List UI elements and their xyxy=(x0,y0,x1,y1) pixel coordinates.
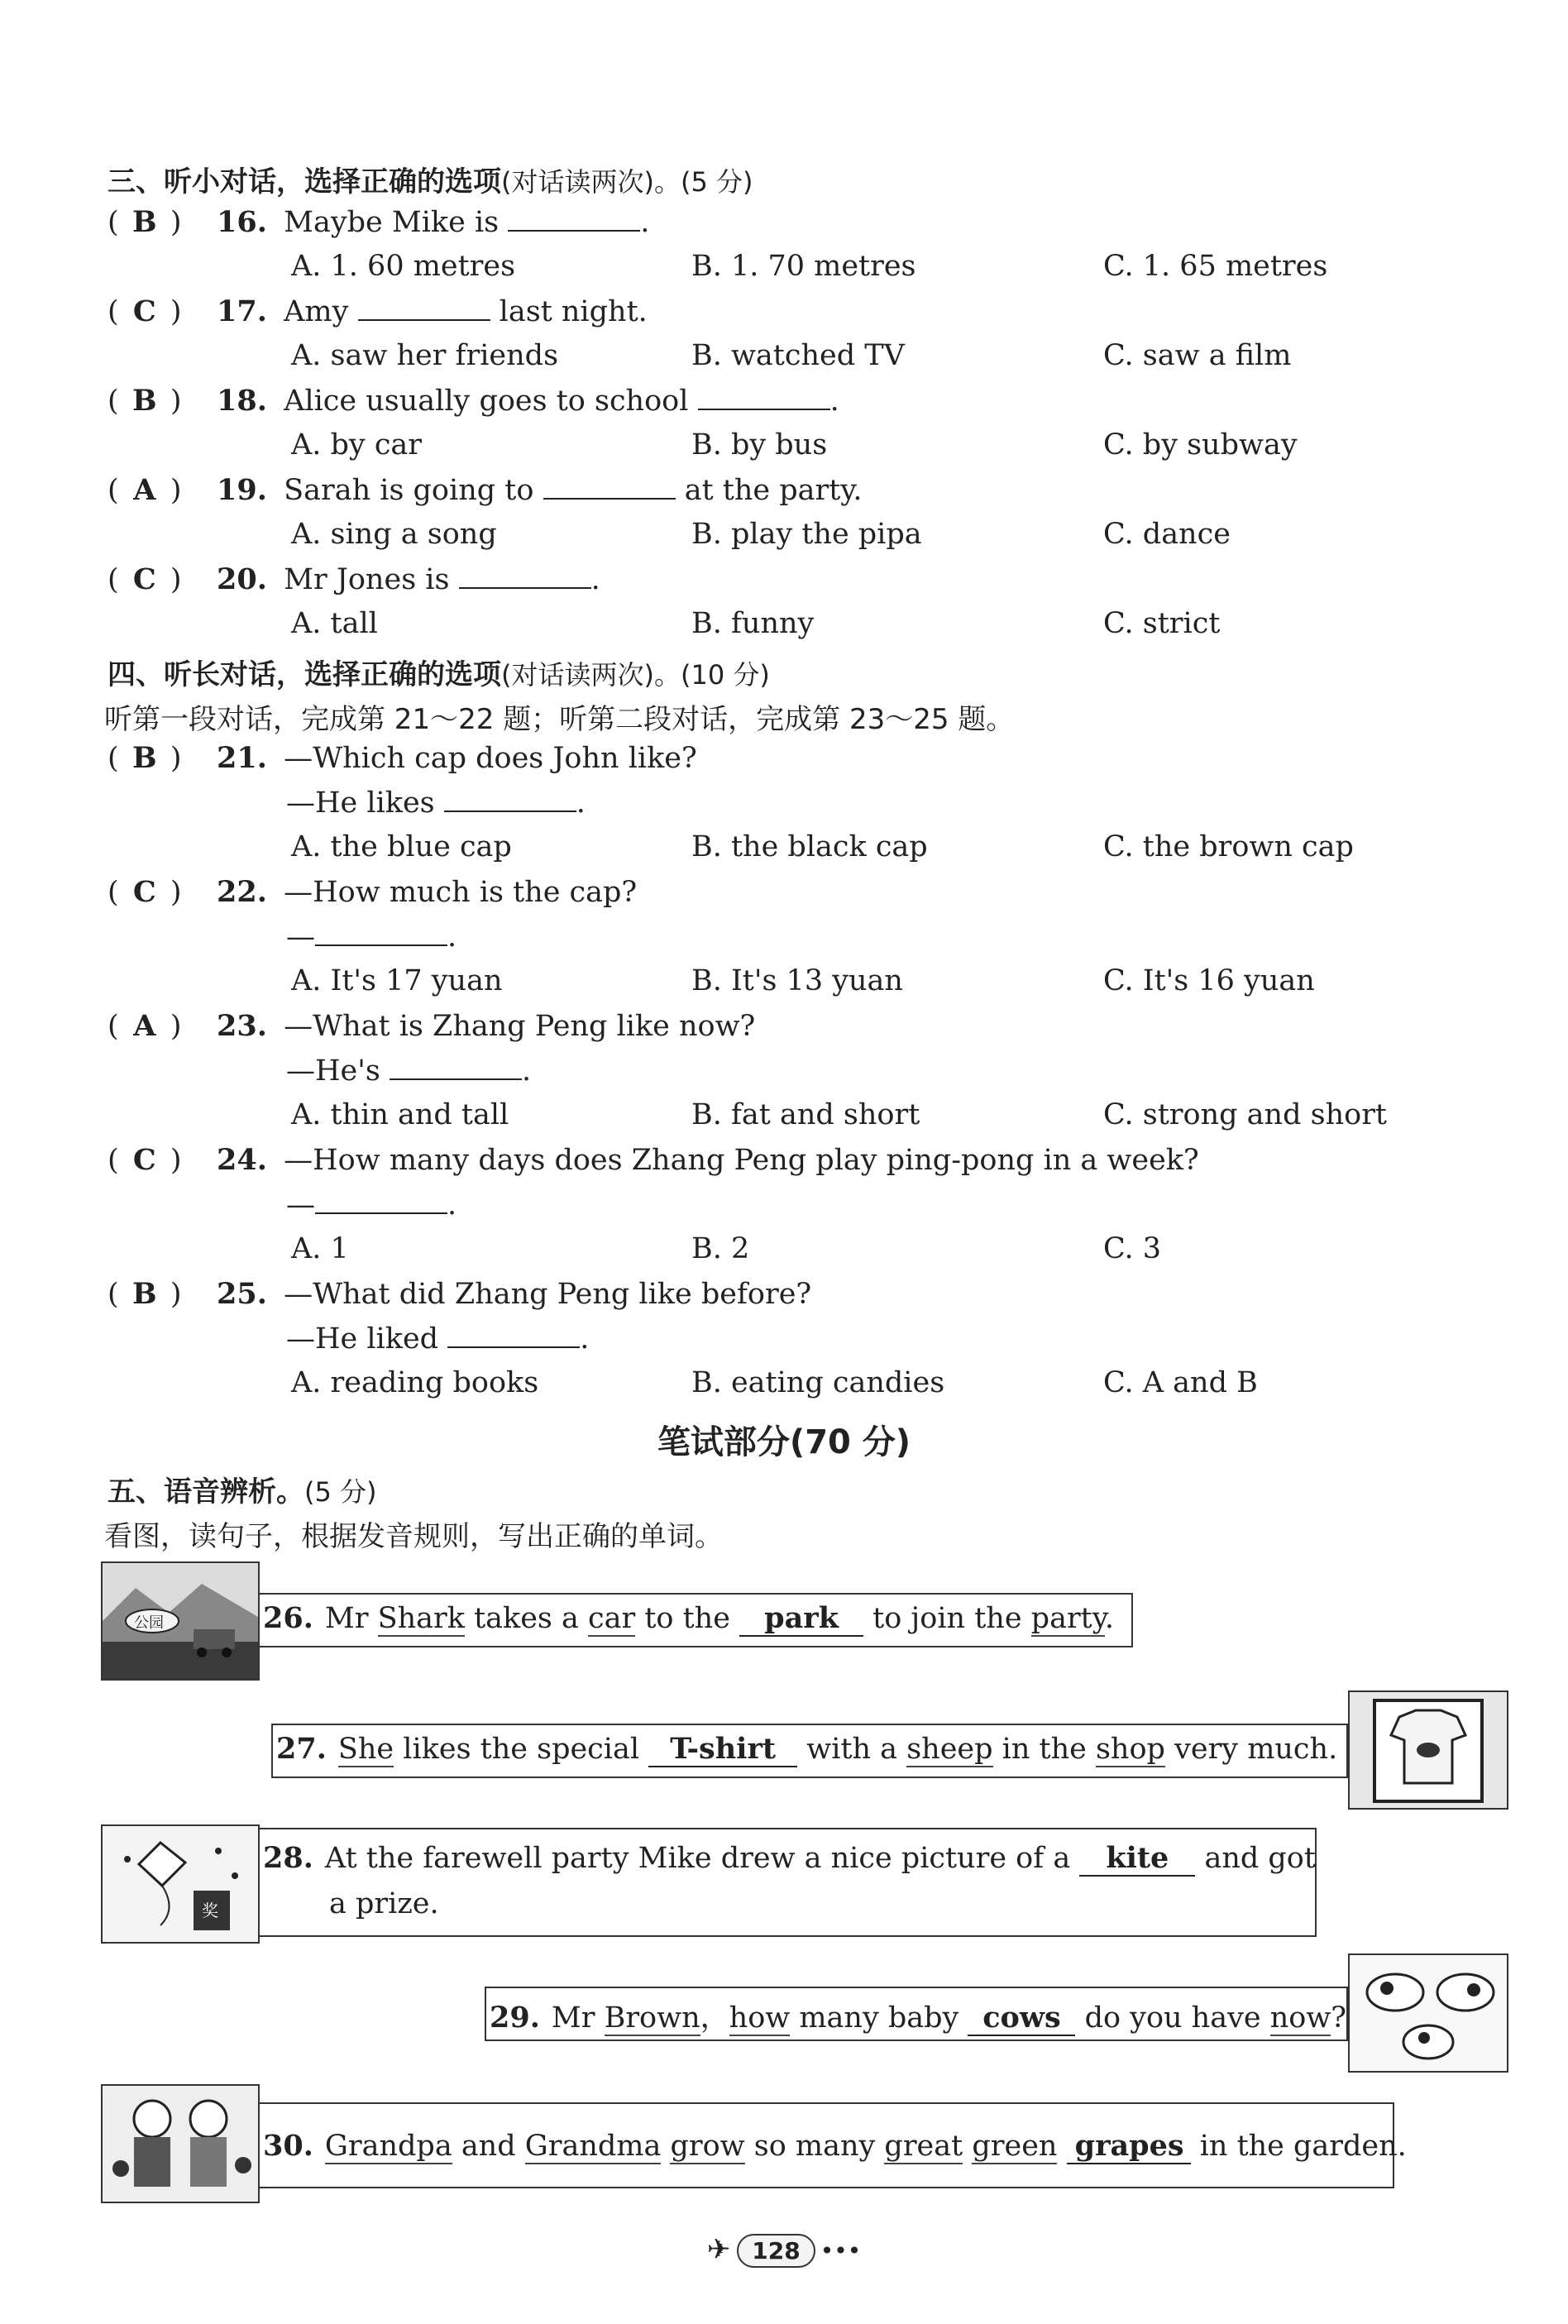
dialogue-text: — xyxy=(286,921,315,954)
option-b: B. 2 xyxy=(691,1232,750,1265)
answer: B xyxy=(131,205,157,239)
dialogue-text: —He likes xyxy=(286,787,435,820)
answer-blank[interactable] xyxy=(543,473,676,500)
question-number: 23. xyxy=(217,1009,267,1043)
section-4-heading xyxy=(108,652,770,692)
grandparents-picture xyxy=(101,2084,260,2203)
text: to the xyxy=(635,1602,740,1635)
dialogue-text: —He liked xyxy=(286,1322,439,1356)
question-text: Mr Jones is xyxy=(284,563,450,596)
question-number: 24. xyxy=(217,1143,267,1177)
option-c: C. strong and short xyxy=(1103,1098,1387,1131)
question-16: ( B ) 16. Maybe Mike is . xyxy=(108,205,650,239)
question-text: Alice usually goes to school xyxy=(284,385,689,418)
phonics-sentence-28-line2: a prize. xyxy=(329,1887,439,1920)
question-number: 16. xyxy=(217,205,267,239)
option-c: C. the brown cap xyxy=(1103,830,1354,863)
question-18: ( B ) 18. Alice usually goes to school . xyxy=(108,384,839,418)
text: with a xyxy=(797,1733,907,1766)
text: and xyxy=(452,2130,525,2163)
sentence-number: 30. xyxy=(263,2129,313,2163)
answer: B xyxy=(131,384,157,418)
option-b: B. watched TV xyxy=(691,339,905,372)
answer-blank[interactable] xyxy=(390,1054,522,1080)
option-a: A. 1 xyxy=(291,1232,349,1265)
answer-blank[interactable] xyxy=(508,205,640,232)
page-footer xyxy=(0,2233,1568,2268)
answer: A xyxy=(133,473,156,507)
underlined-word: now xyxy=(1269,2001,1331,2035)
written-section-header: 笔试部分(70 分) xyxy=(657,1423,911,1461)
dialogue-text: —He's xyxy=(286,1054,380,1088)
answer-fill[interactable]: T-shirt xyxy=(648,1732,797,1767)
option-b: B. play the pipa xyxy=(691,518,922,551)
section-5-instruction: 看图，读句子，根据发音规则，写出正确的单词。 xyxy=(104,1520,723,1553)
question-number: 21. xyxy=(217,741,267,775)
underlined-word: Grandpa xyxy=(324,2130,452,2163)
answer-blank[interactable] xyxy=(315,920,447,946)
option-b: B. 1. 70 metres xyxy=(691,250,916,283)
answer-fill[interactable]: park xyxy=(739,1601,863,1637)
underlined-word: Brown xyxy=(604,2001,700,2035)
section-4-instruction: 听第一段对话，完成第 21～22 题；听第二段对话，完成第 23～25 题。 xyxy=(104,703,1015,736)
option-c: C. by subway xyxy=(1103,428,1298,461)
cow-icon xyxy=(1350,1955,1507,2071)
question-number: 22. xyxy=(217,875,267,909)
dialogue-end: . xyxy=(521,1054,532,1088)
section-4-title: 四、听长对话，选择正确的选项 xyxy=(108,658,501,691)
question-text: Sarah is going to xyxy=(284,474,534,507)
phonics-sentence-26 xyxy=(263,1601,1114,1637)
text xyxy=(963,2130,972,2163)
section-5-note: (5 分) xyxy=(304,1476,377,1508)
section-3-note: (对话读两次)。(5 分) xyxy=(501,166,753,198)
answer-fill[interactable]: cows xyxy=(968,2001,1075,2036)
underlined-word: great xyxy=(884,2130,963,2163)
option-c: C. 3 xyxy=(1103,1232,1162,1265)
question-19: ( A ) 19. Sarah is going to at the party. xyxy=(108,473,863,507)
phonics-sentence-27 xyxy=(276,1732,1337,1767)
text: and got xyxy=(1195,1842,1316,1875)
question-number: 18. xyxy=(217,384,267,418)
underlined-word: Grandma xyxy=(524,2130,662,2163)
question-number: 20. xyxy=(217,562,267,596)
question-text-end: . xyxy=(829,385,839,418)
option-a: A. thin and tall xyxy=(291,1098,509,1131)
dialogue-end: . xyxy=(576,787,586,820)
dialogue-end: . xyxy=(580,1322,590,1356)
underlined-word: Shark xyxy=(377,1602,465,1635)
answer: C xyxy=(132,562,156,596)
question-17: ( C ) 17. Amy last night. xyxy=(108,294,648,328)
park-sign-label: 公园 xyxy=(134,1614,164,1632)
sentence-number: 27. xyxy=(276,1732,327,1766)
option-a: A. saw her friends xyxy=(291,339,559,372)
underlined-word: grow xyxy=(670,2130,745,2163)
park-picture xyxy=(101,1561,260,1681)
answer: C xyxy=(132,294,156,328)
option-a: A. sing a song xyxy=(291,518,497,551)
dialogue-line-2 xyxy=(286,1188,457,1222)
option-b: B. funny xyxy=(691,607,815,640)
option-a: A. It's 17 yuan xyxy=(291,964,503,997)
text: likes the special xyxy=(394,1733,649,1766)
text: Mr xyxy=(324,1602,378,1635)
page-number: 128 xyxy=(737,2234,815,2268)
underlined-word: green xyxy=(972,2130,1058,2163)
answer-blank[interactable] xyxy=(698,384,830,410)
question-text-end: at the party. xyxy=(684,474,863,507)
question-text-end: last night. xyxy=(499,295,648,328)
option-b: B. It's 13 yuan xyxy=(691,964,903,997)
text: At the farewell party Mike drew a nice picture of a xyxy=(324,1842,1080,1875)
answer-blank[interactable] xyxy=(444,786,576,812)
underlined-word: sheep xyxy=(906,1733,993,1766)
question-22: ( C ) 22. —How much is the cap? xyxy=(108,875,638,909)
kite-icon xyxy=(103,1826,258,1942)
cows-picture xyxy=(1348,1953,1508,2073)
dialogue-line-2 xyxy=(286,1322,589,1356)
option-a: A. tall xyxy=(291,607,378,640)
option-c: C. dance xyxy=(1103,518,1231,551)
grandparents-icon xyxy=(103,2086,258,2202)
option-a: A. by car xyxy=(291,428,423,461)
dialogue-line-1: —What did Zhang Peng like before? xyxy=(284,1278,812,1311)
answer-blank[interactable] xyxy=(447,1322,580,1348)
answer: C xyxy=(132,1143,156,1177)
question-text-end: . xyxy=(640,206,650,239)
option-c: C. saw a film xyxy=(1103,339,1292,372)
option-b: B. eating candies xyxy=(691,1366,945,1399)
answer-blank[interactable] xyxy=(315,1188,447,1214)
underlined-word: She xyxy=(337,1733,394,1766)
sentence-number: 28. xyxy=(263,1841,313,1875)
text: Mr xyxy=(551,2001,605,2035)
option-c: C. strict xyxy=(1103,607,1221,640)
text: many baby xyxy=(790,2001,968,2035)
question-23: ( A ) 23. —What is Zhang Peng like now? xyxy=(108,1009,756,1043)
phonics-sentence-28 xyxy=(263,1841,1316,1877)
text: very much. xyxy=(1164,1733,1338,1766)
question-25: ( B ) 25. —What did Zhang Peng like before? xyxy=(108,1277,812,1311)
text: in the garden. xyxy=(1190,2130,1407,2163)
dialogue-text: — xyxy=(286,1188,315,1222)
phonics-sentence-29 xyxy=(490,1995,1346,2036)
sentence-number: 26. xyxy=(263,1601,313,1635)
answer: A xyxy=(133,1009,156,1043)
option-c: C. 1. 65 metres xyxy=(1103,250,1328,283)
section-5-title: 五、语音辨析。 xyxy=(108,1475,304,1509)
kite-prize-picture xyxy=(101,1824,260,1944)
answer: C xyxy=(132,875,156,909)
section-3-heading xyxy=(108,159,753,199)
question-text-end: . xyxy=(590,563,600,596)
question-24: ( C ) 24. —How many days does Zhang Peng play ping-pong in a week? xyxy=(108,1143,1199,1177)
text: to join the xyxy=(863,1602,1031,1635)
option-c: C. A and B xyxy=(1103,1366,1258,1399)
answer-fill[interactable]: kite xyxy=(1079,1841,1195,1877)
dialogue-line-2 xyxy=(286,920,457,954)
underlined-word: party xyxy=(1030,1602,1105,1635)
question-number: 25. xyxy=(217,1277,267,1311)
question-20: ( C ) 20. Mr Jones is . xyxy=(108,562,600,596)
text: . xyxy=(1104,1602,1115,1635)
section-5-heading xyxy=(108,1469,377,1509)
runner-icon: ✈ xyxy=(706,2233,731,2266)
answer-blank[interactable] xyxy=(358,294,490,321)
option-b: B. the black cap xyxy=(691,830,928,863)
question-number: 19. xyxy=(217,473,267,507)
prize-label: 奖 xyxy=(202,1901,218,1920)
dialogue-line-2 xyxy=(286,1054,531,1088)
text: in the xyxy=(992,1733,1096,1766)
sentence-number: 29. xyxy=(490,2001,540,2035)
answer: B xyxy=(131,741,157,775)
option-a: A. the blue cap xyxy=(291,830,512,863)
text: ? xyxy=(1331,2001,1347,2035)
question-21: ( B ) 21. —Which cap does John like? xyxy=(108,741,697,775)
tshirt-icon xyxy=(1350,1692,1507,1808)
question-text: Maybe Mike is xyxy=(284,206,500,239)
underlined-word: car xyxy=(588,1602,636,1635)
option-a: A. 1. 60 metres xyxy=(291,250,516,283)
option-b: B. by bus xyxy=(691,428,828,461)
dialogue-line-2 xyxy=(286,786,586,820)
section-3-title: 三、听小对话，选择正确的选项 xyxy=(108,165,501,198)
option-c: C. It's 16 yuan xyxy=(1103,964,1315,997)
text: do you have xyxy=(1075,2001,1270,2035)
option-a: A. reading books xyxy=(291,1366,539,1399)
text: so many xyxy=(744,2130,885,2163)
park-scene-icon xyxy=(103,1563,258,1679)
dialogue-line-1: —What is Zhang Peng like now? xyxy=(284,1010,756,1043)
dialogue-end: . xyxy=(447,921,457,954)
text: takes a xyxy=(464,1602,588,1635)
tshirt-shop-picture xyxy=(1348,1690,1508,1810)
option-b: B. fat and short xyxy=(691,1098,920,1131)
answer-blank[interactable] xyxy=(459,562,591,589)
phonics-sentence-30 xyxy=(263,2129,1407,2164)
dialogue-line-1: —Which cap does John like? xyxy=(284,742,697,775)
underlined-word: shop xyxy=(1095,1733,1165,1766)
underlined-word: how xyxy=(729,2001,791,2035)
question-text: Amy xyxy=(284,295,349,328)
dialogue-end: . xyxy=(447,1188,457,1222)
question-number: 17. xyxy=(217,294,267,328)
section-4-note: (对话读两次)。(10 分) xyxy=(501,659,770,691)
answer: B xyxy=(131,1277,157,1311)
text xyxy=(661,2130,670,2163)
dialogue-line-1: —How much is the cap? xyxy=(284,876,638,909)
dots-decoration: ••• xyxy=(820,2237,862,2264)
dialogue-line-1: —How many days does Zhang Peng play ping-pong in a week? xyxy=(284,1144,1199,1177)
answer-fill[interactable]: grapes xyxy=(1067,2129,1191,2164)
text: ， xyxy=(700,2001,729,2035)
